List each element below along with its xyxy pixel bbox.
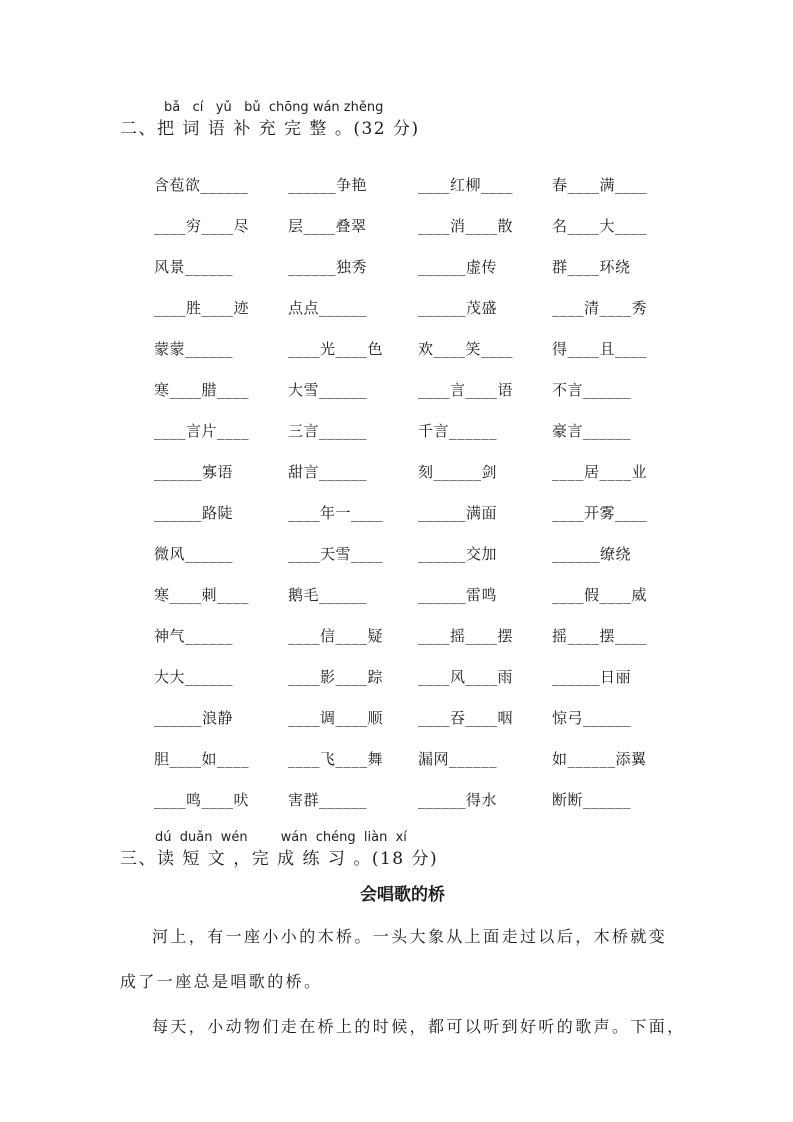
- word-row: [154, 615, 793, 656]
- word-blank-item: 漏网______: [418, 750, 498, 768]
- word-blank-item: ______茂盛: [418, 299, 498, 317]
- word-row: [154, 779, 793, 820]
- word-blank-item: 刻______剑: [418, 463, 498, 481]
- section3-pinyin: dú duǎn wén wán chéng liàn xí: [155, 830, 407, 845]
- section2-heading: 二、把 词 语 补 充 完 整 。(32 分): [120, 119, 420, 139]
- passage-paragraphs: [120, 914, 685, 1049]
- word-blank-item: 蒙蒙______: [154, 340, 234, 358]
- word-blank-item: 寒____腊____: [154, 381, 250, 399]
- word-blank-item: ______争艳: [288, 176, 368, 194]
- word-blank-item: 得____且____: [552, 340, 648, 358]
- word-blank-item: 三言______: [288, 422, 368, 440]
- section-reading: [120, 830, 793, 1049]
- passage-line: 每天，小动物们走在桥上的时候，都可以听到好听的歌声。下面，: [152, 1017, 686, 1036]
- word-blank-item: 害群______: [288, 791, 368, 809]
- word-row: [154, 287, 793, 328]
- word-row: [154, 164, 793, 205]
- word-row: [154, 369, 793, 410]
- word-blank-item: ____言片____: [154, 422, 250, 440]
- word-blank-item: ____胜____迹: [154, 299, 250, 317]
- word-blank-item: 微风______: [154, 545, 234, 563]
- word-row: [154, 410, 793, 451]
- word-blank-item: ____调____顺: [288, 709, 384, 727]
- word-blank-item: ____穷____尽: [154, 217, 250, 235]
- word-blank-item: ____影____踪: [288, 668, 384, 686]
- word-blank-item: 春____满____: [552, 176, 648, 194]
- word-blank-item: ____信____疑: [288, 627, 384, 645]
- word-blank-item: 如______添翼: [552, 750, 647, 768]
- word-blank-item: 大大______: [154, 668, 234, 686]
- word-blank-item: 群____环绕: [552, 258, 631, 276]
- word-row: [154, 697, 793, 738]
- word-blank-item: ______寡语: [154, 463, 234, 481]
- word-blank-item: 鹅毛______: [288, 586, 368, 604]
- word-blank-item: ______虚传: [418, 258, 498, 276]
- word-blank-item: ______路陡: [154, 504, 234, 522]
- word-blank-item: ____天雪____: [288, 545, 384, 563]
- word-blank-item: ____年一____: [288, 504, 384, 522]
- word-blank-item: ____飞____舞: [288, 750, 384, 768]
- word-blank-item: ____言____语: [418, 381, 514, 399]
- word-blank-item: ____清____秀: [552, 299, 648, 317]
- word-blank-item: ____风____雨: [418, 668, 514, 686]
- word-blank-item: 甜言______: [288, 463, 368, 481]
- word-blank-item: 神气______: [154, 627, 234, 645]
- word-blank-item: 千言______: [418, 422, 498, 440]
- word-blank-item: ______浪静: [154, 709, 234, 727]
- word-blank-item: 胆____如____: [154, 750, 250, 768]
- word-row: [154, 246, 793, 287]
- word-row: [154, 205, 793, 246]
- word-blank-item: 点点______: [288, 299, 368, 317]
- reading-passage: [120, 882, 685, 1049]
- word-blank-item: 断断______: [552, 791, 632, 809]
- word-blank-item: 含苞欲______: [154, 176, 249, 194]
- word-blank-item: ____红柳____: [418, 176, 514, 194]
- word-blank-item: ____光____色: [288, 340, 384, 358]
- word-blank-item: 不言______: [552, 381, 632, 399]
- passage-line: 成了一座总是唱歌的桥。: [120, 972, 323, 991]
- word-blank-item: 摇____摆____: [552, 627, 648, 645]
- word-blank-item: ____开雾____: [552, 504, 648, 522]
- word-row: [154, 451, 793, 492]
- word-row: [154, 574, 793, 615]
- word-row: [154, 738, 793, 779]
- word-blank-item: ______日丽: [552, 668, 632, 686]
- word-blank-item: ______雷鸣: [418, 586, 498, 604]
- word-row: [154, 656, 793, 697]
- word-blank-item: 风景______: [154, 258, 234, 276]
- word-blank-item: 名____大____: [552, 217, 648, 235]
- word-blank-item: ____假____威: [552, 586, 648, 604]
- word-row: [154, 328, 793, 369]
- word-blank-item: ____鸣____吠: [154, 791, 250, 809]
- word-blank-item: 层____叠翠: [288, 217, 367, 235]
- section-word-completion: [120, 100, 793, 820]
- word-blank-item: ______得水: [418, 791, 498, 809]
- word-blank-item: ____吞____咽: [418, 709, 514, 727]
- section3-heading: 三、读 短 文 ，完 成 练 习 。(18 分): [120, 849, 439, 869]
- word-blank-item: ______缭绕: [552, 545, 632, 563]
- passage-title: 会唱歌的桥: [360, 885, 445, 905]
- word-blank-item: 寒____刺____: [154, 586, 250, 604]
- word-blank-item: 大雪______: [288, 381, 368, 399]
- word-blank-item: 豪言______: [552, 422, 632, 440]
- word-blank-item: ____摇____摆: [418, 627, 514, 645]
- word-blank-item: ______满面: [418, 504, 498, 522]
- section2-pinyin: bǎ cí yǔ bǔ chōng wán zhěng: [164, 100, 384, 115]
- word-blank-item: ____消____散: [418, 217, 514, 235]
- word-blank-item: ____居____业: [552, 463, 648, 481]
- word-blank-item: ______交加: [418, 545, 498, 563]
- passage-line: 河上，有一座小小的木桥。一头大象从上面走过以后，木桥就变: [152, 927, 668, 946]
- word-row: [154, 533, 793, 574]
- word-row: [154, 492, 793, 533]
- word-blank-item: 惊弓______: [552, 709, 632, 727]
- word-grid: [154, 164, 793, 820]
- word-blank-item: ______独秀: [288, 258, 368, 276]
- word-blank-item: 欢____笑____: [418, 340, 514, 358]
